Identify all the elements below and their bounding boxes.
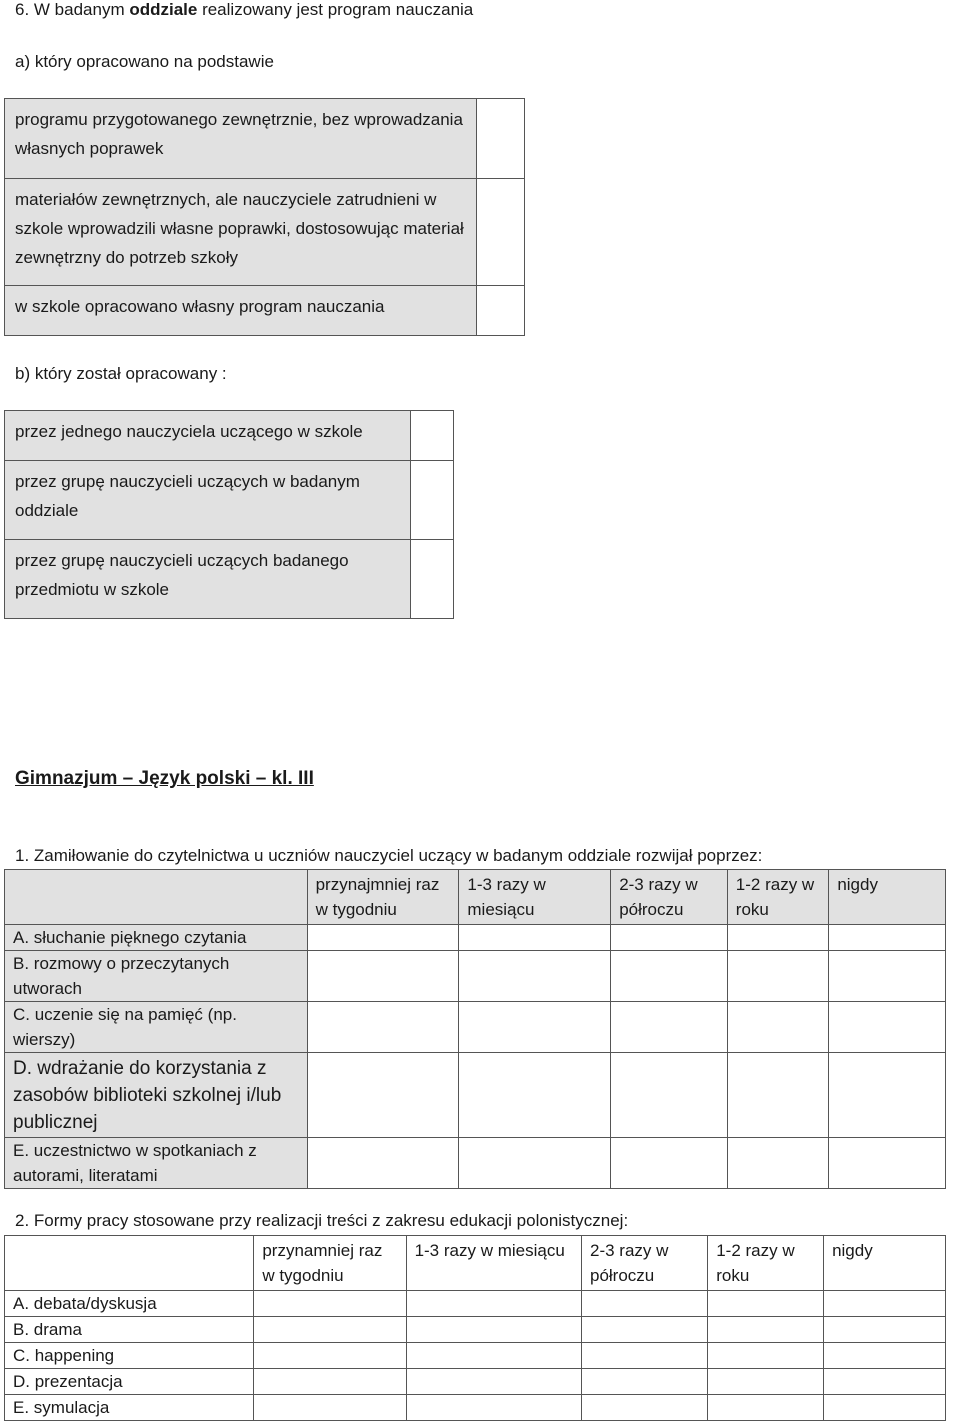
q6a-checkbox-3[interactable]: [476, 286, 524, 336]
q2-header-yearly: [708, 1236, 824, 1291]
q1-header-weekly-text: przynajmniej raz w tygodniu: [315, 875, 440, 919]
q2-title: 2. Formy pracy stosowane przy realizacji treści z zakresu edukacji polonistycznej:: [15, 1211, 629, 1230]
q6b-checkbox-1[interactable]: [410, 411, 453, 461]
q1-header-never-text: nigdy: [837, 875, 878, 894]
q1-row-b-label: [5, 951, 308, 1002]
section-heading: Gimnazjum – Język polski – kl. III: [15, 768, 314, 789]
q6a-checkbox-2[interactable]: [476, 179, 524, 286]
q2-row-e-cell[interactable]: [581, 1395, 707, 1421]
q2-header-monthly-text: 1-3 razy w miesiącu: [414, 1241, 565, 1260]
q1-row-e-cell[interactable]: [611, 1138, 728, 1189]
q1-row-c-label: [5, 1002, 308, 1053]
q2-header-halfyear: [581, 1236, 707, 1291]
q6a-option-1-text: programu przygotowanego zewnętrznie, bez wprowadzania własnych poprawek: [15, 110, 463, 158]
q1-row-b-cell[interactable]: [459, 951, 611, 1002]
q1-row-d-label: [5, 1053, 308, 1138]
q1-row-a-cell[interactable]: [459, 925, 611, 951]
q1-row-a-cell[interactable]: [829, 925, 946, 951]
q2-row-b-cell[interactable]: [581, 1317, 707, 1343]
q2-header-weekly: [254, 1236, 406, 1291]
q1-row-e-label: [5, 1138, 308, 1189]
q1-row-c-cell[interactable]: [829, 1002, 946, 1053]
q2-header-blank: [5, 1236, 254, 1291]
q1-header-monthly: [459, 870, 611, 925]
q2-row-c-cell[interactable]: [406, 1343, 581, 1369]
q2-table: [4, 1235, 946, 1421]
q2-row-c-text: C. happening: [13, 1346, 115, 1365]
q2-row-e-cell[interactable]: [406, 1395, 581, 1421]
q2-row-a-cell[interactable]: [708, 1291, 824, 1317]
q2-row-a-cell[interactable]: [824, 1291, 946, 1317]
q2-row-c-cell[interactable]: [254, 1343, 406, 1369]
q2-row-a-cell[interactable]: [406, 1291, 581, 1317]
q6a-option-1: [5, 99, 477, 179]
q1-row-e-text: E. uczestnictwo w spotkaniach z autorami, literatami: [13, 1141, 257, 1185]
q1-row-d-cell[interactable]: [307, 1053, 459, 1138]
q2-row-d-cell[interactable]: [708, 1369, 824, 1395]
q6a-option-2: [5, 179, 477, 286]
q2-row-b-cell[interactable]: [708, 1317, 824, 1343]
q1-header-halfyear: [611, 870, 728, 925]
q1-row-b-cell[interactable]: [829, 951, 946, 1002]
q6b-option-1-text: przez jednego nauczyciela uczącego w szkole: [15, 422, 363, 441]
q1-row-a-cell[interactable]: [611, 925, 728, 951]
q1-header-halfyear-text: 2-3 razy w półroczu: [619, 875, 698, 919]
q1-row-d-cell[interactable]: [459, 1053, 611, 1138]
q1-row-b-cell[interactable]: [611, 951, 728, 1002]
q1-title: 1. Zamiłowanie do czytelnictwa u uczniów nauczyciel uczący w badanym oddziale rozwijał poprzez:: [15, 846, 763, 865]
q1-header-blank: [5, 870, 308, 925]
q2-row-e-label: [5, 1395, 254, 1421]
q2-row-d-cell[interactable]: [254, 1369, 406, 1395]
q1-table: [4, 869, 946, 1189]
q6b-option-1: [5, 411, 411, 461]
q6b-option-3-text: przez grupę nauczycieli uczących badanego przedmiotu w szkole: [15, 551, 349, 599]
q2-row-c-cell[interactable]: [581, 1343, 707, 1369]
q2-header-never: [824, 1236, 946, 1291]
q2-row-c-cell[interactable]: [708, 1343, 824, 1369]
q2-row-b-cell[interactable]: [254, 1317, 406, 1343]
q1-row-a-label: [5, 925, 308, 951]
q1-row-d-cell[interactable]: [829, 1053, 946, 1138]
q2-row-b-label: [5, 1317, 254, 1343]
q6b-checkbox-2[interactable]: [410, 461, 453, 540]
q2-row-c-label: [5, 1343, 254, 1369]
q6a-checkbox-1[interactable]: [476, 99, 524, 179]
q2-row-e-text: E. symulacja: [13, 1398, 110, 1417]
q1-row-c-cell[interactable]: [307, 1002, 459, 1053]
q2-header-yearly-text: 1-2 razy w roku: [716, 1241, 795, 1285]
q1-row-d-text: D. wdrażanie do korzystania z zasobów biblioteki szkolnej i/lub publicznej: [13, 1058, 282, 1133]
q6-part-b-table: [4, 410, 454, 619]
q2-row-c-cell[interactable]: [824, 1343, 946, 1369]
q6-title-bold: oddziale: [129, 0, 198, 19]
q2-row-d-cell[interactable]: [824, 1369, 946, 1395]
q1-row-e-cell[interactable]: [459, 1138, 611, 1189]
q2-row-d-text: D. prezentacja: [13, 1372, 123, 1391]
q1-row-e-cell[interactable]: [727, 1138, 829, 1189]
q1-header-monthly-text: 1-3 razy w miesiącu: [467, 875, 546, 919]
q6b-option-3: [5, 540, 411, 619]
q1-row-a-cell[interactable]: [727, 925, 829, 951]
q6-title: [15, 0, 473, 20]
q2-header-halfyear-text: 2-3 razy w półroczu: [589, 1241, 669, 1285]
q2-row-a-cell[interactable]: [254, 1291, 406, 1317]
q6a-option-3: [5, 286, 477, 336]
q1-row-b-cell[interactable]: [727, 951, 829, 1002]
q1-row-c-cell[interactable]: [727, 1002, 829, 1053]
q6b-option-2: [5, 461, 411, 540]
q2-row-d-label: [5, 1369, 254, 1395]
q2-row-e-cell[interactable]: [824, 1395, 946, 1421]
q1-row-c-cell[interactable]: [611, 1002, 728, 1053]
q1-row-d-cell[interactable]: [611, 1053, 728, 1138]
q1-row-c-text: C. uczenie się na pamięć (np. wierszy): [13, 1005, 237, 1049]
q1-row-a-cell[interactable]: [307, 925, 459, 951]
q1-row-d-cell[interactable]: [727, 1053, 829, 1138]
q2-row-d-cell[interactable]: [406, 1369, 581, 1395]
q6-part-b-label: b) który został opracowany :: [15, 364, 227, 383]
q1-row-b-cell[interactable]: [307, 951, 459, 1002]
q2-row-a-label: [5, 1291, 254, 1317]
q2-header-weekly-text: przynamniej raz w tygodniu: [262, 1241, 383, 1285]
q2-row-e-cell[interactable]: [254, 1395, 406, 1421]
q2-row-a-text: A. debata/dyskusja: [13, 1294, 157, 1313]
q2-row-b-cell[interactable]: [406, 1317, 581, 1343]
q2-row-a-cell[interactable]: [581, 1291, 707, 1317]
q2-row-d-cell[interactable]: [581, 1369, 707, 1395]
q6-title-prefix: 6. W badanym: [15, 0, 130, 19]
q2-header-never-text: nigdy: [832, 1241, 873, 1260]
q6a-option-3-text: w szkole opracowano własny program nauczania: [15, 297, 385, 316]
q1-header-never: [829, 870, 946, 925]
q1-row-b-text: B. rozmowy o przeczytanych utworach: [13, 954, 230, 998]
q6b-option-2-text: przez grupę nauczycieli uczących w badanym oddziale: [15, 472, 360, 520]
q2-row-b-cell[interactable]: [824, 1317, 946, 1343]
q1-row-c-cell[interactable]: [459, 1002, 611, 1053]
q1-row-e-cell[interactable]: [307, 1138, 459, 1189]
q1-header-yearly-text: 1-2 razy w roku: [735, 875, 815, 919]
q6-part-a-label: a) który opracowano na podstawie: [15, 52, 274, 71]
q1-header-weekly: [307, 870, 459, 925]
q1-row-e-cell[interactable]: [829, 1138, 946, 1189]
q6a-option-2-text: materiałów zewnętrznych, ale nauczyciele zatrudnieni w szkole wprowadzili własne poprawki, dostosowując materiał zewnętrzny do potrzeb szkoły: [15, 190, 464, 267]
q2-row-b-text: B. drama: [13, 1320, 82, 1339]
q1-row-a-text: A. słuchanie pięknego czytania: [13, 928, 247, 947]
q2-row-e-cell[interactable]: [708, 1395, 824, 1421]
q2-header-monthly: [406, 1236, 581, 1291]
q6-title-suffix: realizowany jest program nauczania: [197, 0, 474, 19]
q6-part-a-table: [4, 98, 525, 336]
q6b-checkbox-3[interactable]: [410, 540, 453, 619]
q1-header-yearly: [727, 870, 829, 925]
